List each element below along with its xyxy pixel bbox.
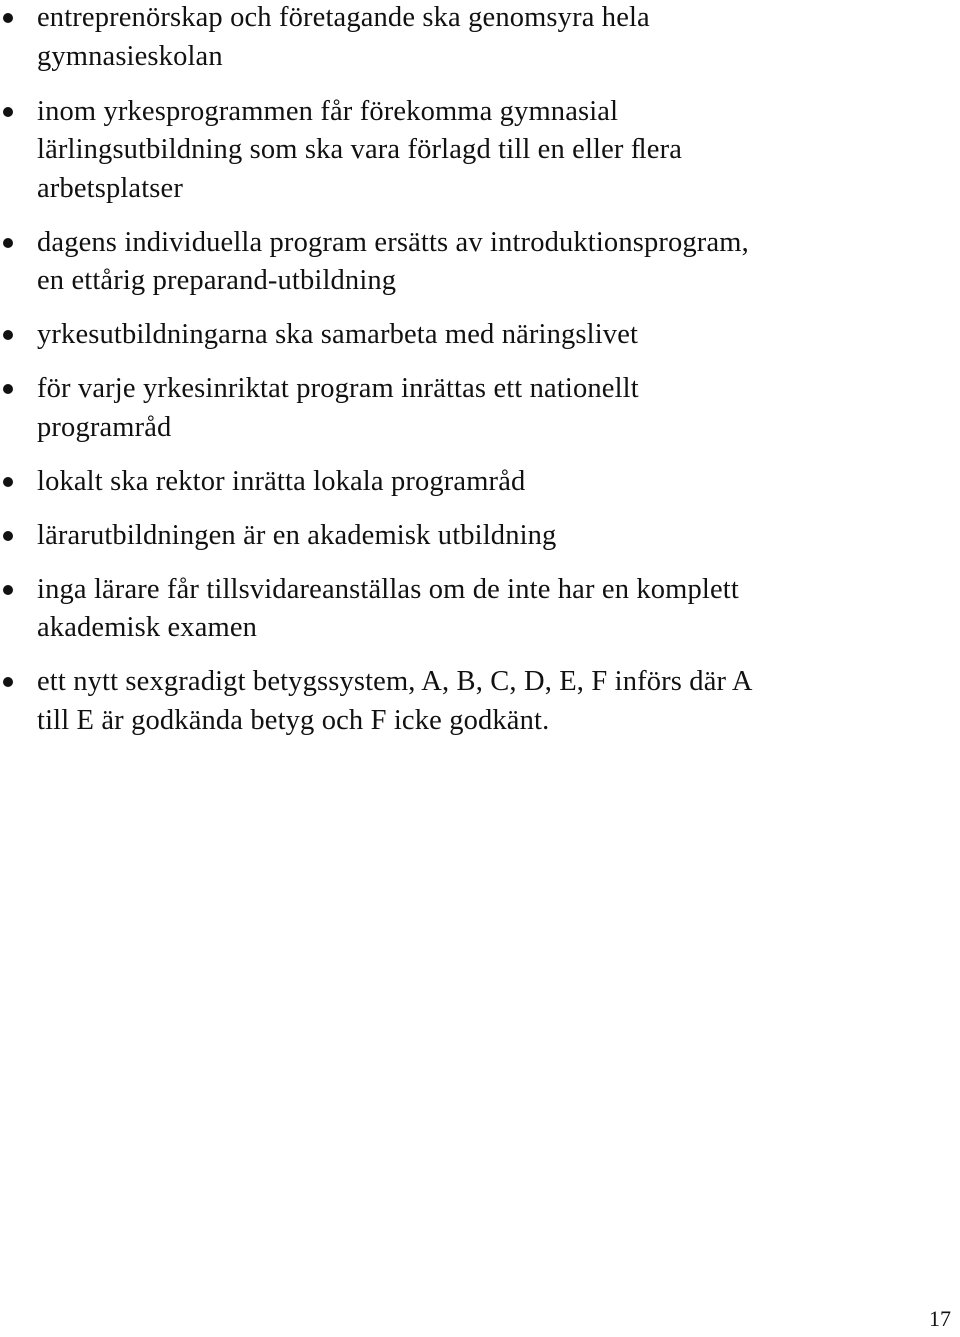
list-item-text: inga lärare får tillsvidareanställas om de inte har en komplett akademisk examen (37, 573, 739, 643)
bullet-icon (3, 531, 13, 541)
list-item-text: lärarutbildningen är en akademisk utbildning (37, 519, 557, 551)
list-item (0, 517, 900, 556)
bullet-icon (3, 384, 13, 394)
list-item (0, 224, 900, 301)
list-item-text: yrkesutbildningarna ska samarbeta med näringslivet (37, 319, 639, 350)
list-item-text: entreprenörskap och företagande ska genomsyra hela gymnasieskolan (37, 2, 650, 72)
list-item (0, 463, 900, 502)
list-item (0, 571, 900, 648)
bullet-icon (3, 585, 13, 595)
bullet-icon (3, 13, 13, 23)
bullet-icon (3, 677, 13, 687)
bullet-icon (3, 330, 13, 340)
list-item (0, 93, 900, 209)
list-item (0, 663, 900, 740)
list-item-text: dagens individuella program ersätts av introduktionsprogram, en ettårig preparand-utbildning (37, 226, 749, 296)
list-item-text: för varje yrkesinriktat program inrättas ett nationellt programråd (37, 373, 639, 443)
bullet-icon (3, 107, 13, 117)
bullet-icon (3, 477, 13, 487)
page-number: 17 (929, 1306, 951, 1331)
list-item-text: lokalt ska rektor inrätta lokala programråd (37, 465, 526, 497)
list-item-text: inom yrkesprogrammen får förekomma gymnasial lärlingsutbildning som ska vara förlagd till en eller ﬂera arbetsplatser (37, 95, 683, 204)
list-item (0, 0, 900, 76)
bullet-icon (3, 238, 13, 248)
list-item-text: ett nytt sexgradigt betygssystem, A, B, C, D, E, F införs där A till E är godkända betyg och F icke godkänt. (37, 666, 753, 736)
list-item (0, 316, 900, 355)
list-item (0, 370, 900, 447)
